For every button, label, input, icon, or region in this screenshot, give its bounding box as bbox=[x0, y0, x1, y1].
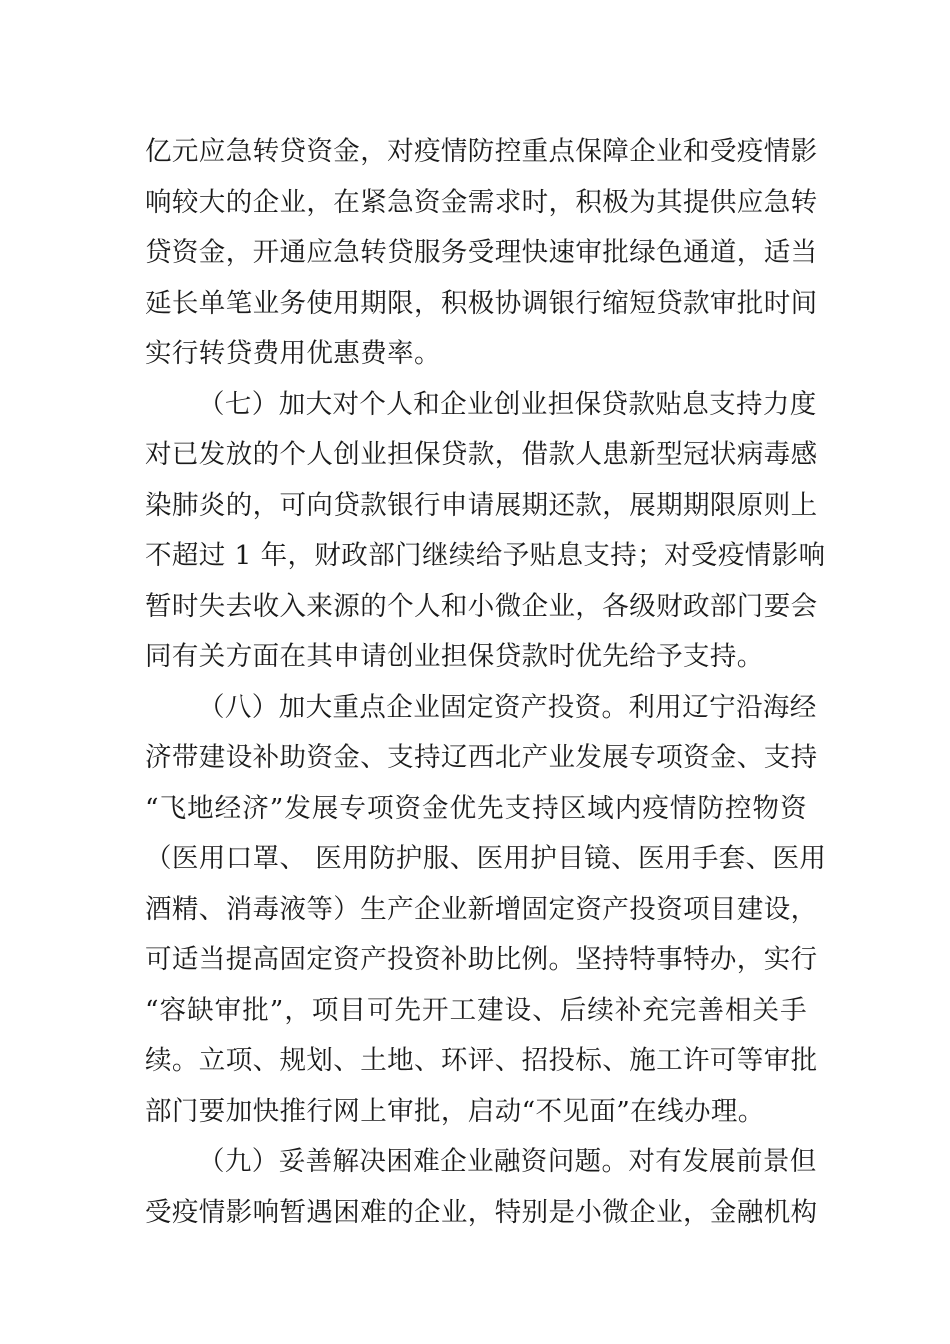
text-line: 受疫情影响暂遇困难的企业，特别是小微企业，金融机构 bbox=[145, 1196, 818, 1228]
text-line: 可适当提高固定资产投资补助比例。坚持特事特办，实行 bbox=[145, 944, 818, 975]
text-line: 对已发放的个人创业担保贷款，借款人患新型冠状病毒感 bbox=[145, 439, 818, 470]
section-heading-7: （七）加大对个人和企业创业担保贷款贴息支持力度 bbox=[198, 388, 817, 420]
text-line: 济带建设补助资金、支持辽西北产业发展专项资金、支持 bbox=[145, 742, 818, 773]
text-line: 续。立项、规划、土地、环评、招投标、施工许可等审批 bbox=[145, 1045, 818, 1076]
text-line: 响较大的企业，在紧急资金需求时，积极为其提供应急转 bbox=[145, 186, 818, 218]
text-line: 染肺炎的，可向贷款银行申请展期还款，展期期限原则上 bbox=[145, 489, 818, 521]
text-line: 暂时失去收入来源的个人和小微企业，各级财政部门要会 bbox=[145, 590, 818, 622]
document-body bbox=[145, 127, 827, 1238]
text-line: “容缺审批”，项目可先开工建设、后续补充完善相关手 bbox=[145, 994, 807, 1026]
text-line: “飞地经济”发展专项资金优先支持区域内疫情防控物资 bbox=[145, 792, 807, 824]
section-heading-8: （八）加大重点企业固定资产投资。利用辽宁沿海经 bbox=[198, 691, 817, 723]
section-heading-9: （九）妥善解决困难企业融资问题。对有发展前景但 bbox=[198, 1146, 817, 1177]
text-line: 不超过 1 年，财政部门继续给予贴息支持；对受疫情影响 bbox=[145, 540, 826, 571]
text-line: 同有关方面在其申请创业担保贷款时优先给予支持。 bbox=[145, 641, 764, 672]
text-line: 贷资金，开通应急转贷服务受理快速审批绿色通道，适当 bbox=[145, 237, 818, 268]
text-line: 延长单笔业务使用期限，积极协调银行缩短贷款审批时间 bbox=[145, 287, 818, 319]
text-line: （医用口罩、 医用防护服、医用护目镜、医用手套、医用 bbox=[145, 843, 827, 874]
text-line: 酒精、消毒液等）生产企业新增固定资产投资项目建设， bbox=[145, 893, 818, 925]
text-line: 部门要加快推行网上审批，启动“不见面”在线办理。 bbox=[145, 1095, 765, 1127]
text-line: 实行转贷费用优惠费率。 bbox=[145, 338, 441, 369]
text-line: 亿元应急转贷资金，对疫情防控重点保障企业和受疫情影 bbox=[145, 136, 818, 167]
